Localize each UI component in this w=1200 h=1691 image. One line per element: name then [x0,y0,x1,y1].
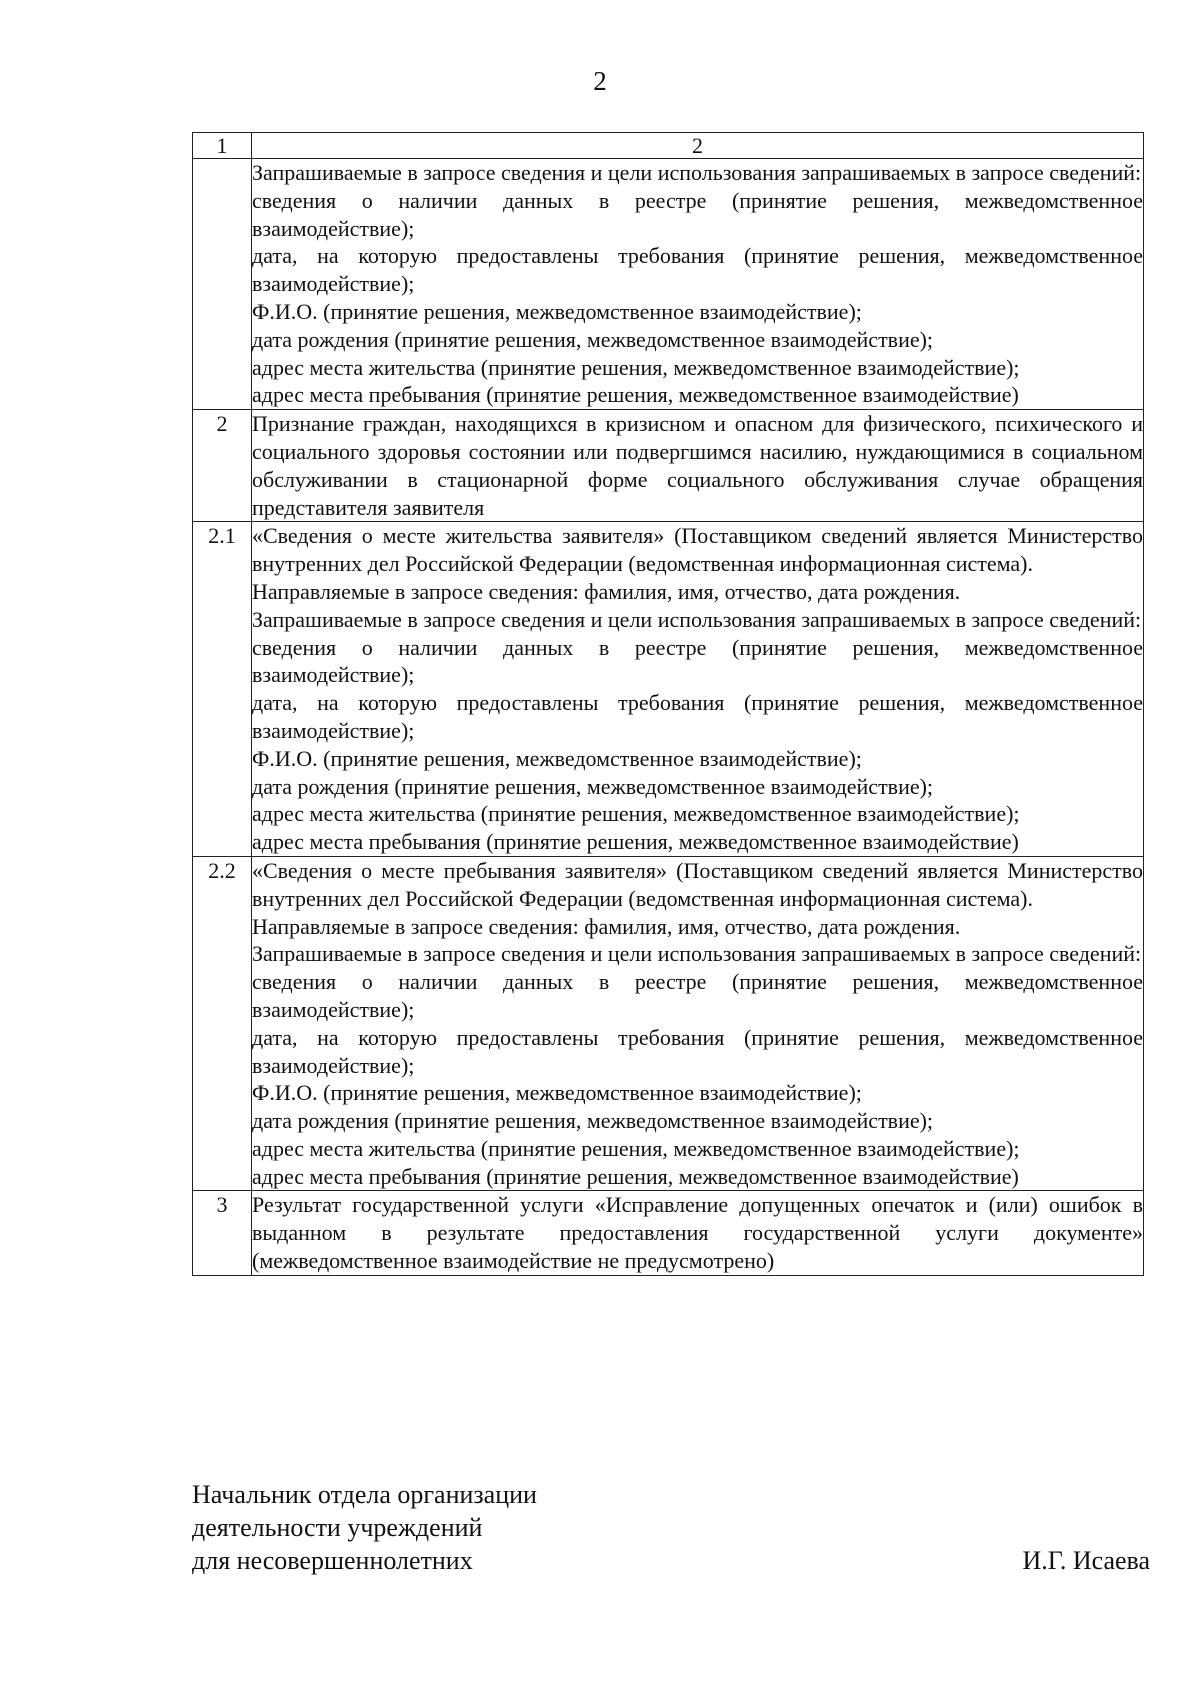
table-row [193,522,1144,857]
signature-position-line: Начальник отдела организации [192,1480,537,1509]
row-content-line: Запрашиваемые в запросе сведения и цели использования запрашиваемых в запросе сведений: [252,160,1142,185]
row-content-line: Ф.И.О. (принятие решения, межведомственное взаимодействие); [252,1080,862,1106]
signer-name: И.Г. Исаева [1022,1546,1150,1575]
row-content-line: дата, на которую предоставлены требования (принятие решения, межведомственное взаимодействие); [252,1024,1143,1078]
row-content-line: адрес места пребывания (принятие решения, межведомственное взаимодействие) [252,382,1019,408]
row-content [252,159,1144,410]
row-content [252,522,1144,857]
row-content-line: Направляемые в запросе сведения: фамилия, имя, отчество, дата рождения. [252,913,961,939]
row-content-line: Запрашиваемые в запросе сведения и цели использования запрашиваемых в запросе сведений: [252,606,1142,632]
row-content-line: сведения о наличии данных в реестре (принятие решения, межведомственное взаимодействие); [252,634,1143,688]
row-content [252,410,1144,522]
row-content-line: Признание граждан, находящихся в кризисном и опасном для физического, психического и социального здоровья состоянии или подвергшимся насилию, нуждающимися в социальном обслуживании в стационарной форме социального обслуживания случае обращения представителя заявителя [252,411,1143,520]
row-content-line: «Сведения о месте пребывания заявителя» (Поставщиком сведений является Министерство внутренних дел Российской Федерации (ведомственная информационная система). [252,857,1143,911]
row-content-line: Ф.И.О. (принятие решения, межведомственное взаимодействие); [252,298,862,324]
table-row [193,856,1144,1191]
table-row [193,159,1144,410]
row-content-line: адрес места пребывания (принятие решения, межведомственное взаимодействие) [252,1163,1019,1189]
row-content-line: дата рождения (принятие решения, межведомственное взаимодействие); [252,326,934,352]
row-number: 2.2 [193,856,252,1191]
row-content-line: дата рождения (принятие решения, межведомственное взаимодействие); [252,1108,934,1134]
row-content-line: адрес места пребывания (принятие решения, межведомственное взаимодействие) [252,829,1019,855]
row-content-line: адрес места жительства (принятие решения, межведомственное взаимодействие); [252,354,1020,380]
row-content [252,1191,1144,1275]
table-row [193,1191,1144,1275]
row-content-line: дата рождения (принятие решения, межведомственное взаимодействие); [252,773,934,799]
document-table [192,132,1144,1276]
row-content-line: «Сведения о месте жительства заявителя» (Поставщиком сведений является Министерство внутренних дел Российской Федерации (ведомственная информационная система). [252,523,1143,577]
row-number: 3 [193,1191,252,1275]
row-number: 2 [193,410,252,522]
row-content-line: сведения о наличии данных в реестре (принятие решения, межведомственное взаимодействие); [252,187,1143,241]
row-content-line: сведения о наличии данных в реестре (принятие решения, межведомственное взаимодействие); [252,969,1143,1022]
row-content-line: Запрашиваемые в запросе сведения и цели использования запрашиваемых в запросе сведений: [252,941,1142,967]
row-content [252,856,1144,1191]
signature-position-line: для несовершеннолетних [192,1546,473,1575]
signature-position [192,1478,537,1577]
table-row [193,410,1144,522]
header-col-1: 1 [193,133,252,159]
page-number: 2 [593,66,607,96]
row-content-line: адрес места жительства (принятие решения, межведомственное взаимодействие); [252,801,1020,827]
row-content-line: дата, на которую предоставлены требования (принятие решения, межведомственное взаимодействие); [252,690,1143,743]
row-content-line: Результат государственной услуги «Исправление допущенных опечаток и (или) ошибок в выданном в результате предоставления государственной услуги документе» (межведомственное взаимодействие не предусмотрено) [252,1192,1143,1274]
table-header-row [193,133,1144,159]
row-content-line: Ф.И.О. (принятие решения, межведомственное взаимодействие); [252,745,862,771]
signature-position-line: деятельности учреждений [192,1513,483,1542]
row-number [193,159,252,410]
header-col-2: 2 [252,133,1144,159]
row-content-line: адрес места жительства (принятие решения, межведомственное взаимодействие); [252,1135,1020,1161]
row-number: 2.1 [193,522,252,857]
row-content-line: Направляемые в запросе сведения: фамилия, имя, отчество, дата рождения. [252,578,961,604]
row-content-line: дата, на которую предоставлены требования (принятие решения, межведомственное взаимодействие); [252,243,1143,297]
